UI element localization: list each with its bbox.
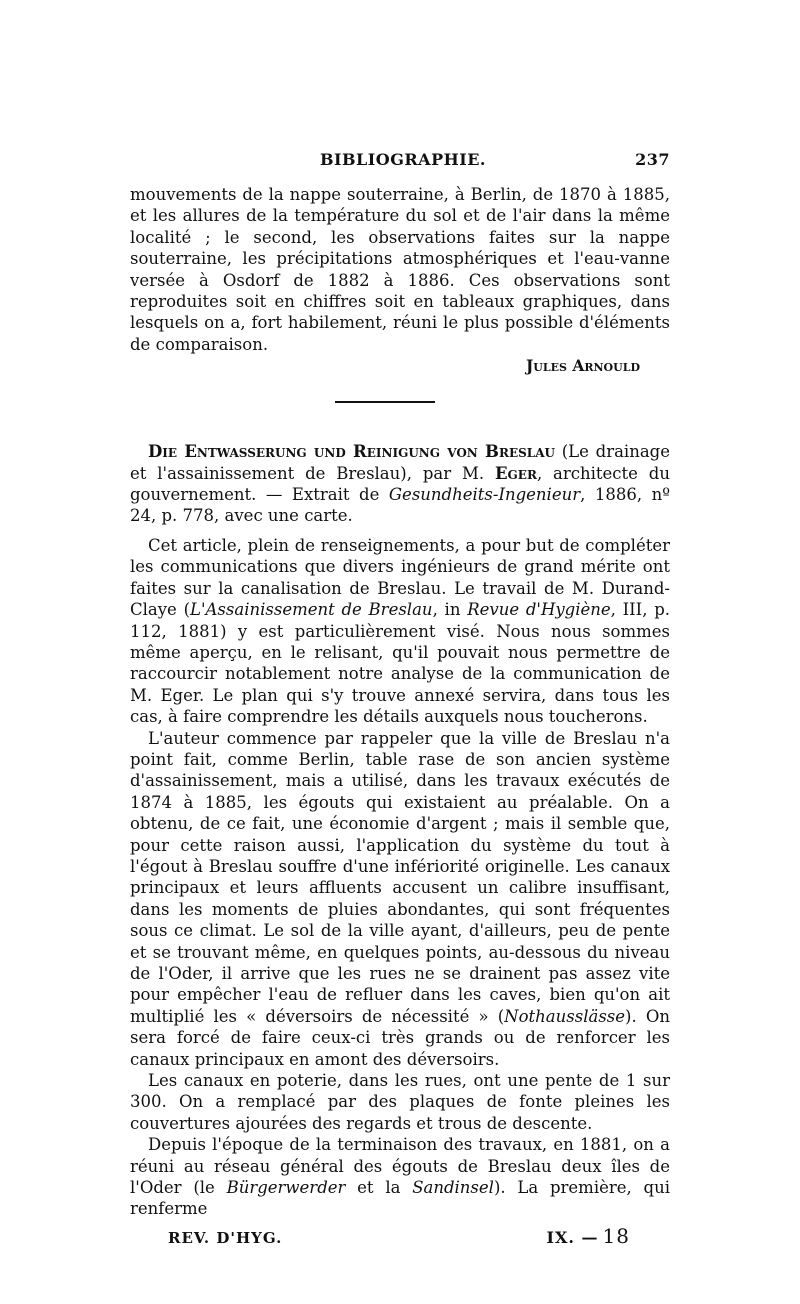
review1-signature: Jules Arnould — [525, 356, 640, 376]
p4-text-b: et la — [345, 1178, 413, 1198]
p4-text-a: Depuis l'époque de la terminaison des travaux, en 1881, on a réuni au réseau général des égouts de Breslau deux îles de l'Oder (le — [130, 1135, 670, 1198]
footer-sheet-signature — [547, 1224, 631, 1248]
p4-island-1: Bürgerwerder — [226, 1178, 346, 1198]
review2-paragraph-1 — [130, 535, 670, 728]
sheet-number: 18 — [602, 1223, 630, 1248]
section-divider — [335, 401, 435, 403]
book-page — [130, 150, 670, 1248]
footer-journal: REV. D'HYG. — [168, 1228, 283, 1247]
review2-paragraph-4 — [130, 1134, 670, 1220]
p4-island-2: Sandinsel — [412, 1178, 494, 1198]
review2-title: Die Entwasserung und Reinigung von Breslau — [148, 442, 555, 462]
review2-author: Eger — [494, 463, 537, 483]
review2-reference — [130, 441, 670, 527]
p1-text-a: Cet article, plein de renseignements, a pour but de compléter les communications que divers ingénieurs de grand mérite ont faites sur la canalisation de Breslau. Le travail de M. Durand-Claye ( — [130, 535, 670, 620]
page-number: 237 — [635, 150, 670, 169]
p1-text-c: , III, p. 112, 1881) y est particulièrement visé. Nous nous sommes même aperçu, en le relisant, qu'il pouvait nous permettre de raccourcir notablement notre analyse de la communication de M. Eger. Le plan qui s'y trouve annexé servira, dans tous les cas, à faire comprendre les détails auxquels nous toucherons. — [130, 600, 670, 727]
p1-text-b: , in — [432, 600, 468, 620]
p4-text-c: ). La première, qui renferme — [130, 1178, 670, 1219]
review2-paragraph-2 — [130, 728, 670, 1071]
p2-text-b: ). On sera forcé de faire ceux-ci très grands ou de renforcer les canaux principaux en amont des déversoirs. — [130, 1006, 670, 1069]
review2-paragraph-3: Les canaux en poterie, dans les rues, ont une pente de 1 sur 300. On a remplacé par des plaques de fonte pleines les couvertures ajourées des regards et trous de descente. — [130, 1071, 670, 1133]
p2-term: Nothausslässe — [504, 1006, 626, 1026]
page-footer — [130, 1220, 670, 1248]
p1-cited-title: L'Assainissement de Breslau — [190, 600, 433, 620]
review2-ref-part3: , 1886, nº 24, p. 778, avec une carte. — [130, 485, 670, 526]
sheet-label: IX. — — [546, 1227, 599, 1247]
review2-ref-part2: , architecte du gouvernement. — Extrait de — [130, 463, 671, 505]
p2-text-a: L'auteur commence par rappeler que la ville de Breslau n'a point fait, comme Berlin, table rase de son ancien système d'assainissement, mais a utilisé, dans les travaux exécutés de 1874 à 1885, les égouts qui existaient au préalable. On a obtenu, de ce fait, une économie d'argent ; mais il semble que, pour cette raison aussi, l'application du système du tout à l'égout à Breslau souffre d'une infériorité originelle. Les canaux principaux et leurs affluents accusent un calibre insuffisant, dans les moments de pluies abondantes, qui sont fréquentes sous ce climat. Le sol de la ville ayant, d'ailleurs, peu de pente et se trouvant même, en quelques points, au-dessous du niveau de l'Oder, il arrive que les rues ne se drainent pas assez vite pour empêcher l'eau de refluer dans les caves, bien qu'on ait multiplié les « déversoirs de nécessité » ( — [130, 728, 670, 1026]
p1-cited-journal: Revue d'Hygiène — [467, 600, 611, 620]
review1-continuation: mouvements de la nappe souterraine, à Berlin, de 1870 à 1885, et les allures de la température du sol et de l'air dans la même localité ; le second, les observations faites sur la nappe souterraine, les précipitations atmosphériques et l'eau-vanne versée à Osdorf de 1882 à 1886. Ces observations sont reproduites soit en chiffres soit en tableaux graphiques, dans lesquels on a, fort habilement, réuni le plus possible d'éléments de comparaison. — [130, 185, 670, 354]
review2-journal: Gesundheits-Ingenieur — [388, 485, 581, 505]
running-header — [130, 150, 670, 184]
review2-ref-part1: (Le drainage et l'assainissement de Breslau), par M. — [130, 442, 670, 483]
running-title: BIBLIOGRAPHIE. — [320, 150, 486, 169]
